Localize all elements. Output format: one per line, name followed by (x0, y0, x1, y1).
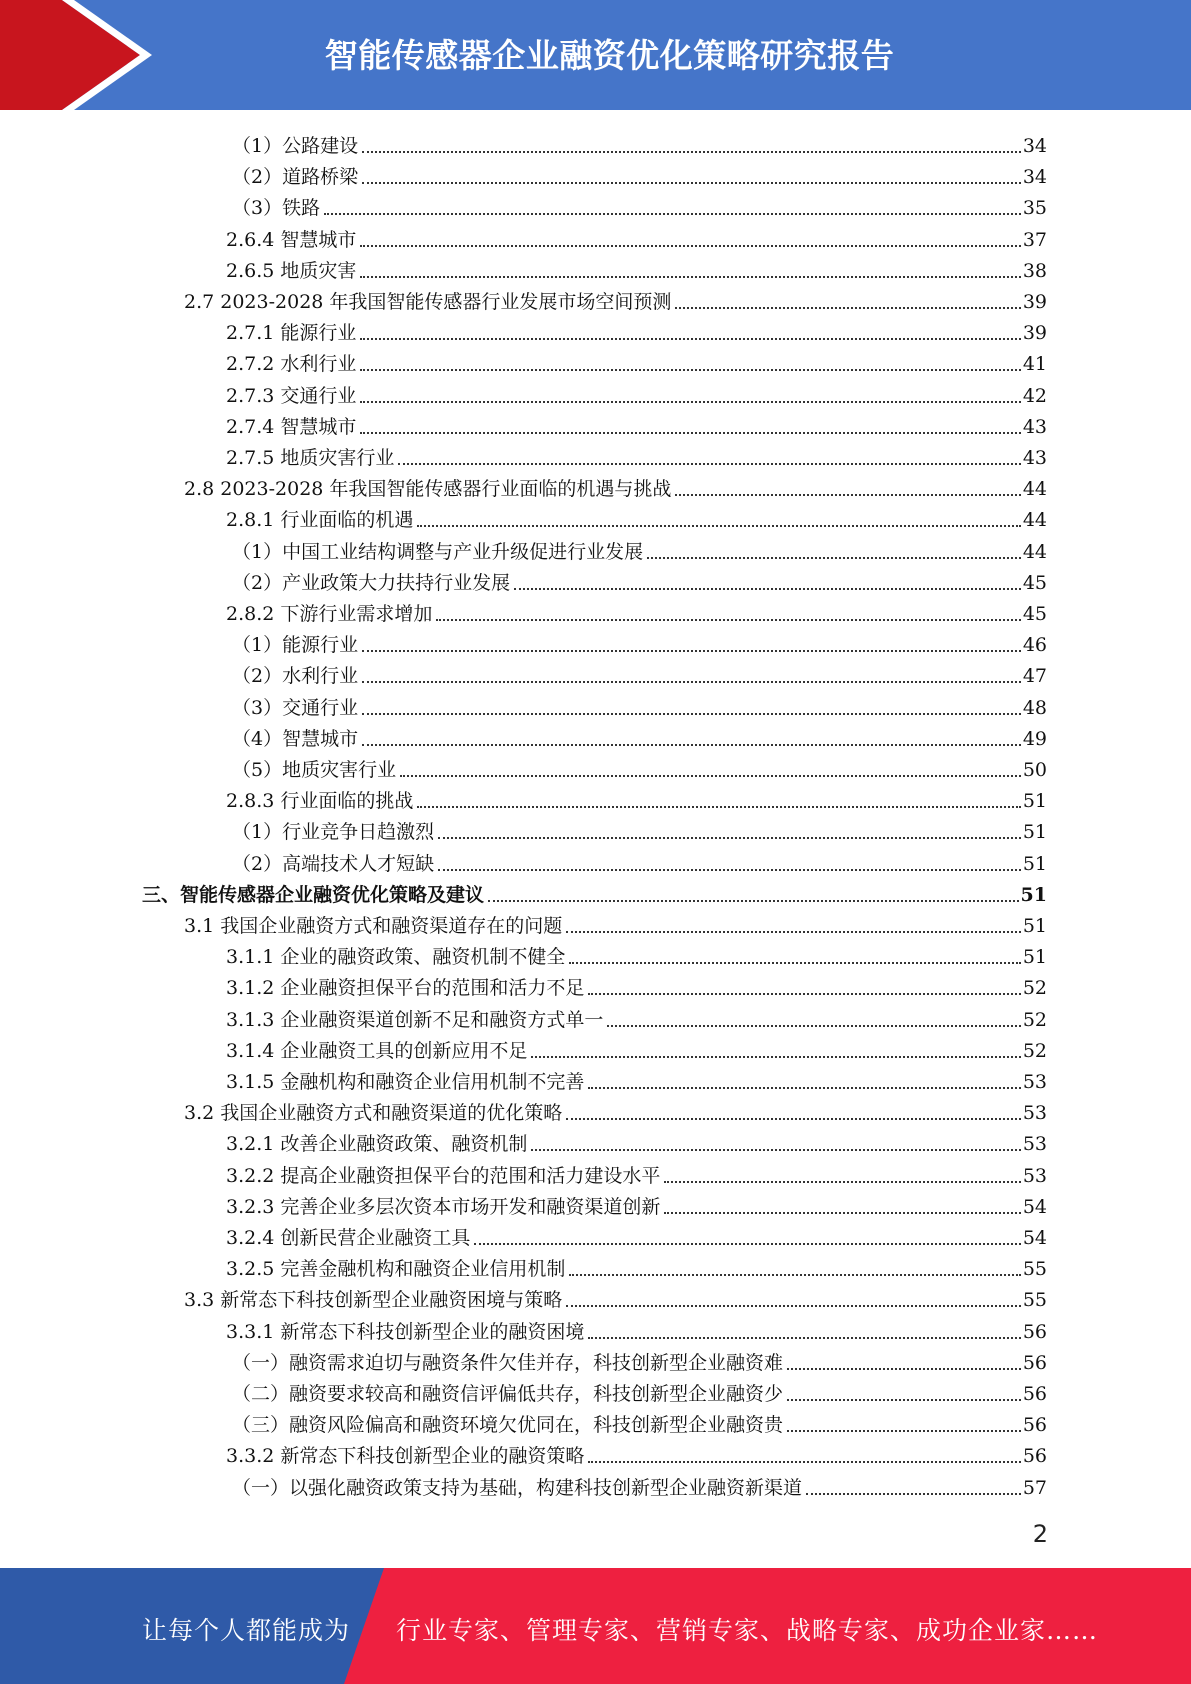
toc-entry-page: 51 (1022, 853, 1047, 875)
toc-entry-page: 54 (1022, 1196, 1047, 1218)
toc-entry[interactable] (232, 564, 1047, 595)
toc-dot-leader (438, 831, 1021, 839)
toc-dot-leader (647, 551, 1021, 559)
toc-entry-label: 三、智能传感器企业融资优化策略及建议 (142, 884, 485, 906)
toc-entry-label: 3.2.5 完善金融机构和融资企业信用机制 (226, 1258, 566, 1280)
toc-entry-label: 2.8 2023-2028 年我国智能传感器行业面临的机遇与挑战 (184, 478, 672, 500)
toc-entry[interactable] (226, 969, 1047, 1000)
toc-entry-label: （2）道路桥梁 (232, 166, 359, 188)
toc-entry-page: 41 (1022, 353, 1047, 375)
toc-entry-page: 44 (1022, 541, 1047, 563)
toc-entry[interactable] (232, 720, 1047, 751)
toc-entry[interactable] (232, 533, 1047, 564)
toc-entry[interactable] (226, 782, 1047, 813)
toc-entry-label: 3.1.1 企业的融资政策、融资机制不健全 (226, 946, 566, 968)
toc-dot-leader (566, 1299, 1021, 1307)
footer-slogan-right: 行业专家、管理专家、营销专家、战略专家、成功企业家…… (396, 1616, 1099, 1645)
report-title: 智能传感器企业融资优化策略研究报告 (324, 36, 895, 75)
toc-entry-page: 43 (1022, 416, 1047, 438)
toc-entry-page: 48 (1022, 697, 1047, 719)
toc-entry-label: （2）水利行业 (232, 665, 359, 687)
toc-dot-leader (787, 1393, 1021, 1401)
toc-entry-label: （3）交通行业 (232, 697, 359, 719)
toc-entry-label: （三）融资风险偏高和融资环境欠优同在，科技创新型企业融资贵 (232, 1414, 784, 1436)
toc-dot-leader (398, 457, 1020, 465)
toc-entry-label: 3.1 我国企业融资方式和融资渠道存在的问题 (184, 915, 563, 937)
toc-entry-label: （一）以强化融资政策支持为基础，构建科技创新型企业融资新渠道 (232, 1477, 803, 1499)
toc-entry-label: 2.7.5 地质灾害行业 (226, 447, 395, 469)
toc-entry-page: 57 (1022, 1477, 1047, 1499)
toc-entry[interactable] (232, 158, 1047, 189)
toc-dot-leader (362, 738, 1021, 746)
toc-dot-leader (514, 582, 1021, 590)
toc-dot-leader (362, 176, 1021, 184)
toc-dot-leader (488, 894, 1019, 902)
toc-entry-label: （一）融资需求迫切与融资条件欠佳并存，科技创新型企业融资难 (232, 1352, 784, 1374)
toc-entry-page: 47 (1022, 665, 1047, 687)
toc-entry-label: （1）行业竞争日趋激烈 (232, 821, 435, 843)
toc-entry[interactable] (232, 751, 1047, 782)
toc-entry[interactable] (226, 1001, 1047, 1032)
toc-entry-label: 2.7 2023-2028 年我国智能传感器行业发展市场空间预测 (184, 291, 672, 313)
toc-entry-page: 51 (1022, 915, 1047, 937)
footer-slogan-left: 让每个人都能成为 (142, 1616, 351, 1645)
toc-dot-leader (806, 1487, 1021, 1495)
toc-entry-label: 2.7.3 交通行业 (226, 385, 357, 407)
toc-entry-label: 2.8.1 行业面临的机遇 (226, 509, 414, 531)
toc-entry-page: 34 (1022, 135, 1047, 157)
toc-dot-leader (607, 1019, 1020, 1027)
toc-entry-page: 45 (1022, 603, 1047, 625)
toc-entry-page: 52 (1022, 977, 1047, 999)
toc-dot-leader (787, 1362, 1021, 1370)
toc-entry-page: 53 (1022, 1165, 1047, 1187)
toc-entry-page: 49 (1022, 728, 1047, 750)
toc-dot-leader (531, 1050, 1020, 1058)
toc-entry-label: （2）产业政策大力扶持行业发展 (232, 572, 511, 594)
toc-entry-page: 51 (1022, 790, 1047, 812)
toc-entry-page: 54 (1022, 1227, 1047, 1249)
toc-dot-leader (360, 239, 1020, 247)
toc-entry[interactable] (184, 470, 1047, 501)
toc-entry[interactable] (226, 345, 1047, 376)
toc-entry-label: 3.1.4 企业融资工具的创新应用不足 (226, 1040, 528, 1062)
toc-entry-page: 50 (1022, 759, 1047, 781)
toc-dot-leader (566, 925, 1021, 933)
toc-entry[interactable] (226, 1063, 1047, 1094)
toc-entry[interactable] (232, 1344, 1047, 1375)
toc-entry-label: 3.1.2 企业融资担保平台的范围和活力不足 (226, 977, 585, 999)
toc-entry-label: （5）地质灾害行业 (232, 759, 397, 781)
toc-dot-leader (324, 207, 1021, 215)
toc-dot-leader (438, 863, 1021, 871)
toc-dot-leader (675, 301, 1020, 309)
toc-entry-label: （二）融资要求较高和融资信评偏低共存，科技创新型企业融资少 (232, 1383, 784, 1405)
page-footer (0, 1568, 1191, 1684)
toc-entry[interactable] (226, 252, 1047, 283)
toc-entry-label: 2.6.4 智慧城市 (226, 229, 357, 251)
toc-entry-page: 56 (1022, 1321, 1047, 1343)
toc-entry-label: 2.7.2 水利行业 (226, 353, 357, 375)
toc-dot-leader (436, 613, 1020, 621)
toc-entry[interactable] (184, 283, 1047, 314)
toc-dot-leader (569, 956, 1020, 964)
toc-entry-label: （3）铁路 (232, 197, 321, 219)
toc-entry[interactable] (226, 938, 1047, 969)
toc-dot-leader (362, 644, 1021, 652)
toc-entry-label: （1）公路建设 (232, 135, 359, 157)
toc-entry[interactable] (232, 626, 1047, 657)
toc-entry-page: 56 (1022, 1445, 1047, 1467)
toc-entry-page: 56 (1022, 1414, 1047, 1436)
toc-dot-leader (360, 395, 1020, 403)
toc-entry-page: 52 (1022, 1009, 1047, 1031)
toc-entry-page: 42 (1022, 385, 1047, 407)
toc-entry[interactable] (226, 377, 1047, 408)
toc-dot-leader (362, 675, 1021, 683)
toc-entry-label: 2.7.4 智慧城市 (226, 416, 357, 438)
toc-dot-leader (664, 1175, 1020, 1183)
toc-entry[interactable] (226, 501, 1047, 532)
toc-entry-label: 3.3.2 新常态下科技创新型企业的融资策略 (226, 1445, 585, 1467)
toc-entry[interactable] (232, 657, 1047, 688)
toc-entry[interactable] (226, 595, 1047, 626)
toc-dot-leader (588, 987, 1020, 995)
toc-dot-leader (664, 1206, 1020, 1214)
toc-entry-page: 38 (1022, 260, 1047, 282)
toc-entry-page: 51 (1020, 884, 1047, 906)
toc-entry[interactable] (232, 813, 1047, 844)
toc-entry[interactable] (226, 1250, 1047, 1281)
toc-entry[interactable] (226, 1188, 1047, 1219)
toc-entry-page: 53 (1022, 1133, 1047, 1155)
toc-entry-page: 55 (1022, 1258, 1047, 1280)
toc-dot-leader (675, 488, 1020, 496)
toc-entry[interactable] (232, 1375, 1047, 1406)
toc-dot-leader (360, 270, 1020, 278)
toc-entry-label: 2.7.1 能源行业 (226, 322, 357, 344)
toc-entry[interactable] (232, 127, 1047, 158)
toc-entry[interactable] (226, 1313, 1047, 1344)
toc-entry-page: 39 (1022, 291, 1047, 313)
toc-entry-page: 35 (1022, 197, 1047, 219)
toc-dot-leader (588, 1081, 1020, 1089)
toc-entry[interactable] (226, 1219, 1047, 1250)
toc-entry-label: （1）中国工业结构调整与产业升级促进行业发展 (232, 541, 644, 563)
toc-entry[interactable] (184, 1094, 1047, 1125)
toc-dot-leader (362, 707, 1021, 715)
toc-entry[interactable] (232, 189, 1047, 220)
toc-entry[interactable] (232, 1469, 1047, 1500)
toc-entry[interactable] (226, 221, 1047, 252)
toc-entry-page: 44 (1022, 509, 1047, 531)
toc-dot-leader (588, 1455, 1020, 1463)
toc-entry-label: 3.2.2 提高企业融资担保平台的范围和活力建设水平 (226, 1165, 661, 1187)
toc-entry-page: 44 (1022, 478, 1047, 500)
toc-entry-page: 51 (1022, 946, 1047, 968)
toc-entry-label: 3.2 我国企业融资方式和融资渠道的优化策略 (184, 1102, 563, 1124)
toc-entry-label: 3.2.1 改善企业融资政策、融资机制 (226, 1133, 528, 1155)
toc-dot-leader (531, 1143, 1020, 1151)
toc-entry-page: 45 (1022, 572, 1047, 594)
toc-entry-page: 46 (1022, 634, 1047, 656)
toc-entry-page: 53 (1022, 1102, 1047, 1124)
toc-entry-label: （4）智慧城市 (232, 728, 359, 750)
toc-entry-page: 56 (1022, 1383, 1047, 1405)
toc-entry-page: 55 (1022, 1289, 1047, 1311)
toc-entry-page: 51 (1022, 821, 1047, 843)
toc-entry[interactable] (232, 689, 1047, 720)
toc-dot-leader (362, 145, 1021, 153)
toc-entry[interactable] (184, 1281, 1047, 1312)
toc-dot-leader (474, 1237, 1020, 1245)
toc-entry-page: 37 (1022, 229, 1047, 251)
toc-dot-leader (360, 363, 1020, 371)
toc-entry-label: 3.2.3 完善企业多层次资本市场开发和融资渠道创新 (226, 1196, 661, 1218)
toc-entry-label: （2）高端技术人才短缺 (232, 853, 435, 875)
toc-dot-leader (566, 1112, 1021, 1120)
toc-entry-label: 2.6.5 地质灾害 (226, 260, 357, 282)
toc-entry-page: 52 (1022, 1040, 1047, 1062)
toc-entry[interactable] (184, 907, 1047, 938)
toc-entry[interactable] (232, 845, 1047, 876)
toc-entry-page: 39 (1022, 322, 1047, 344)
toc-dot-leader (417, 519, 1020, 527)
toc-entry-page: 34 (1022, 166, 1047, 188)
toc-entry-page: 56 (1022, 1352, 1047, 1374)
toc-entry[interactable] (226, 1125, 1047, 1156)
page-header (0, 0, 1191, 110)
toc-dot-leader (787, 1424, 1021, 1432)
toc-entry-page: 43 (1022, 447, 1047, 469)
toc-entry-label: 3.1.3 企业融资渠道创新不足和融资方式单一 (226, 1009, 604, 1031)
toc-entry[interactable] (142, 876, 1047, 907)
page-number: 2 (1032, 1520, 1048, 1548)
toc-entry-label: 3.1.5 金融机构和融资企业信用机制不完善 (226, 1071, 585, 1093)
toc-dot-leader (588, 1331, 1020, 1339)
toc-dot-leader (360, 332, 1020, 340)
toc-dot-leader (360, 426, 1020, 434)
toc-entry-page: 53 (1022, 1071, 1047, 1093)
toc-entry[interactable] (232, 1406, 1047, 1437)
toc-entry-label: 2.8.2 下游行业需求增加 (226, 603, 433, 625)
toc-dot-leader (569, 1268, 1020, 1276)
toc-entry[interactable] (226, 439, 1047, 470)
toc-entry[interactable] (226, 1437, 1047, 1468)
toc-dot-leader (417, 800, 1020, 808)
toc-dot-leader (400, 769, 1021, 777)
toc-entry[interactable] (226, 408, 1047, 439)
toc-entry-label: 3.3 新常态下科技创新型企业融资困境与策略 (184, 1289, 563, 1311)
toc-entry[interactable] (226, 1032, 1047, 1063)
toc-entry-label: 2.8.3 行业面临的挑战 (226, 790, 414, 812)
toc-entry[interactable] (226, 1157, 1047, 1188)
toc-entry-label: 3.3.1 新常态下科技创新型企业的融资困境 (226, 1321, 585, 1343)
toc-entry[interactable] (226, 314, 1047, 345)
toc-entry-label: （1）能源行业 (232, 634, 359, 656)
toc-entry-label: 3.2.4 创新民营企业融资工具 (226, 1227, 471, 1249)
